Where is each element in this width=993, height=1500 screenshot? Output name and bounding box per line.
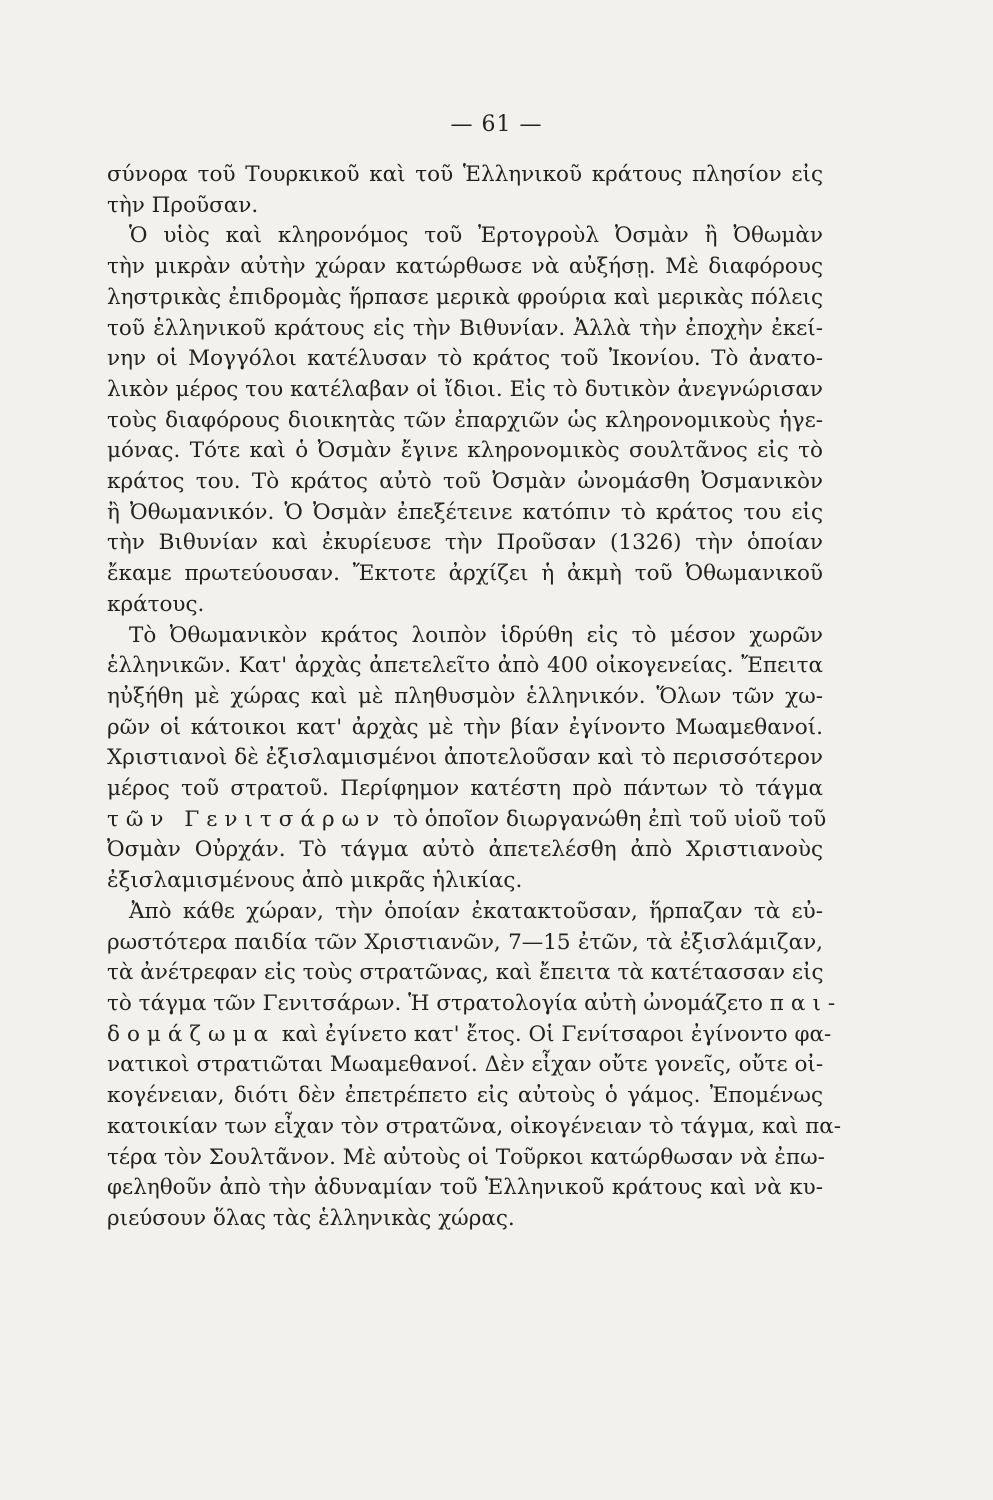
text-line: ἑλληνικῶν. Κατ' ἀρχὰς ἀπετελεῖτο ἀπὸ 400 οἰκογενείας. Ἔπειτα	[107, 653, 823, 679]
text-line: τέρα τὸν Σουλτᾶνον. Μὲ αὐτοὺς οἱ Τοῦρκοι κατώρθωσαν νὰ ἐπω-	[107, 1144, 825, 1170]
emphasized-term: παι-	[769, 990, 843, 1016]
text-line: κογένειαν, διότι δὲν ἐπετρέπετο εἰς αὐτοὺς ὁ γάμος. Ἐπομένως	[107, 1083, 823, 1109]
text-line: μόνας. Τότε καὶ ὁ Ὀσμὰν ἔγινε κληρονομικὸς σουλτᾶνος εἰς τὸ	[107, 438, 823, 464]
text-line: μέρος τοῦ στρατοῦ. Περίφημον κατέστη πρὸ πάντων τὸ τάγμα	[107, 776, 823, 802]
text-line: Ὀσμὰν Οὐρχάν. Τὸ τάγμα αὐτὸ ἀπετελέσθη ἀπὸ Χριστιανοὺς	[107, 837, 823, 863]
text-line: Ὁ υἱὸς καὶ κληρονόμος τοῦ Ἐρτογροὺλ Ὀσμὰν ἢ Ὀθωμὰν	[129, 223, 823, 249]
text-line: σύνορα τοῦ Τουρκικοῦ καὶ τοῦ Ἑλληνικοῦ κράτους πλησίον εἰς	[107, 162, 823, 187]
text-line: ἐξισλαμισμένους ἀπὸ μικρᾶς ἡλικίας.	[107, 868, 523, 894]
text-span: καὶ ἐγίνετο κατ' ἔτος. Οἱ Γενίτσαροι ἐγίνοντο φα-	[281, 1021, 832, 1047]
paragraph-2	[107, 221, 823, 620]
paragraph-4	[107, 897, 843, 1235]
text-line: Τὸ Ὀθωμανικὸν κράτος λοιπὸν ἱδρύθη εἰς τὸ μέσον χωρῶν	[129, 622, 823, 648]
text-line	[107, 989, 843, 1020]
text-span: τὸ ὁποῖον διωργανώθη ἐπὶ τοῦ υἱοῦ τοῦ	[393, 806, 827, 832]
text-line: κράτους.	[107, 591, 205, 617]
text-line: ἢ Ὀθωμανικόν. Ὁ Ὀσμὰν ἐπεξέτεινε κατόπιν τὸ κράτος του εἰς	[107, 499, 823, 525]
text-line: ρῶν οἱ κάτοικοι κατ' ἀρχὰς μὲ τὴν βίαν ἐγίνοντο Μωαμεθανοί.	[107, 714, 823, 740]
text-line: τὴν Βιθυνίαν καὶ ἐκυρίευσε τὴν Προῦσαν (1326) τὴν ὁποίαν	[107, 530, 823, 556]
text-line: νατικοὶ στρατιῶται Μωαμεθανοί. Δὲν εἶχαν οὔτε γονεῖς, οὔτε οἰ-	[107, 1052, 824, 1078]
text-line: ηὐξήθη μὲ χώρας καὶ μὲ πληθυσμὸν ἑλληνικόν. Ὅλων τῶν χω-	[107, 683, 823, 709]
text-line: Χριστιανοὶ δὲ ἐξισλαμισμένοι ἀποτελοῦσαν καὶ τὸ περισσότερον	[107, 745, 823, 771]
text-line: ἔκαμε πρωτεύουσαν. Ἔκτοτε ἀρχίζει ἡ ἀκμὴ τοῦ Ὀθωμανικοῦ	[107, 561, 823, 587]
text-line: τὴν Προῦσαν.	[107, 192, 259, 218]
text-line: νην οἱ Μογγόλοι κατέλυσαν τὸ κράτος τοῦ Ἰκονίου. Τὸ ἀνατο-	[107, 346, 823, 372]
text-line: τὴν μικρὰν αὐτὴν χώραν κατώρθωσε νὰ αὐξήσῃ. Μὲ διαφόρους	[107, 254, 823, 280]
text-line: ρωστότερα παιδία τῶν Χριστιανῶν, 7—15 ἐτῶν, τὰ ἐξισλάμιζαν,	[107, 929, 823, 955]
text-line: τοῦ ἑλληνικοῦ κράτους εἰς τὴν Βιθυνίαν. Ἀλλὰ τὴν ἐποχὴν ἐκεί-	[107, 315, 823, 341]
text-line: Ἀπὸ κάθε χώραν, τὴν ὁποίαν ἐκατακτοῦσαν, ἥρπαζαν τὰ εὐ-	[129, 898, 823, 924]
body-text	[107, 160, 843, 1235]
page-number: — 61 —	[450, 112, 543, 137]
text-line	[107, 1020, 832, 1051]
paragraph-3	[107, 621, 827, 897]
emphasized-term: τῶν Γενιτσάρων	[107, 806, 387, 832]
text-line	[107, 805, 827, 836]
text-line: ριεύσουν ὅλας τὰς ἑλληνικὰς χώρας.	[107, 1205, 515, 1231]
text-line: φεληθοῦν ἀπὸ τὴν ἀδυναμίαν τοῦ Ἑλληνικοῦ κράτους καὶ νὰ κυ-	[107, 1175, 823, 1201]
text-line: τοὺς διαφόρους διοικητὰς τῶν ἐπαρχιῶν ὡς κληρονομικοὺς ἡγε-	[107, 407, 823, 433]
text-line: κράτος του. Τὸ κράτος αὐτὸ τοῦ Ὀσμὰν ὠνομάσθη Ὀσμανικὸν	[107, 469, 823, 495]
text-line: ληστρικὰς ἐπιδρομὰς ἥρπασε μερικὰ φρούρια καὶ μερικὰς πόλεις	[107, 284, 823, 310]
text-line: τὰ ἀνέτρεφαν εἰς τοὺς στρατῶνας, καὶ ἔπειτα τὰ κατέτασσαν εἰς	[107, 960, 824, 986]
paragraph-1	[107, 160, 823, 221]
emphasized-term: δομάζωμα	[107, 1021, 276, 1047]
text-line: κατοικίαν των εἶχαν τὸν στρατῶνα, οἰκογένειαν τὸ τάγμα, καὶ πα-	[107, 1113, 842, 1139]
text-line: λικὸν μέρος του κατέλαβαν οἱ ἴδιοι. Εἰς τὸ δυτικὸν ἀνεγνώρισαν	[107, 376, 823, 402]
text-span: τὸ τάγμα τῶν Γενιτσάρων. Ἡ στρατολογία αὐτὴ ὠνομάζετο	[107, 990, 763, 1016]
